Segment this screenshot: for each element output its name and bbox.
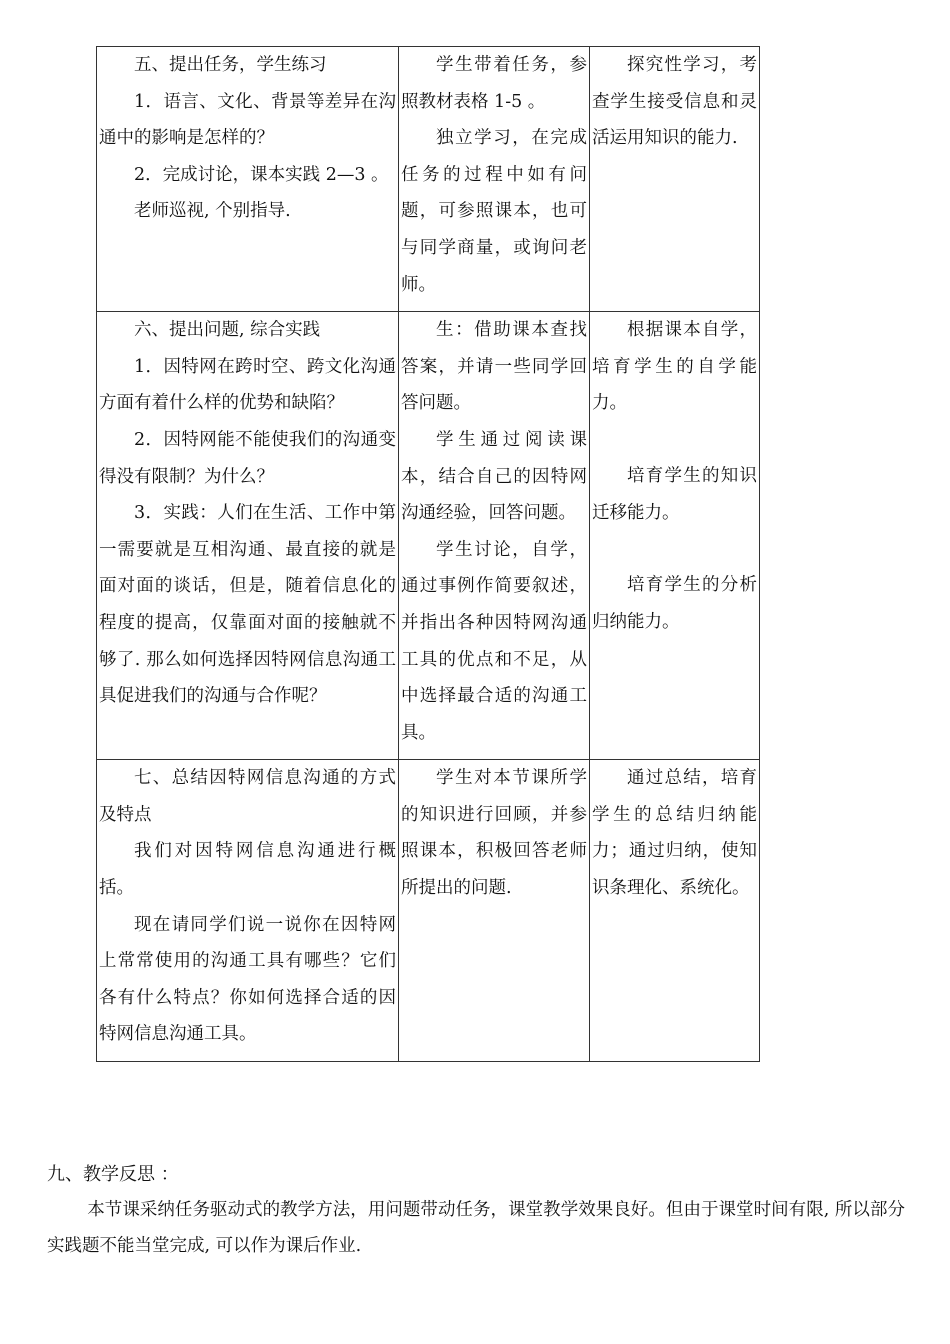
student-activity-cell xyxy=(399,760,590,1062)
task-item: 1．语言、文化、背景等差异在沟通中的影响是怎样的？ xyxy=(99,91,396,149)
design-intent-text: 探究性学习，考查学生接受信息和灵活运用知识的能力. xyxy=(592,55,757,149)
student-activity-cell xyxy=(399,47,590,312)
question-item: 2．因特网能不能使我们的沟通变得没有限制？为什么？ xyxy=(99,429,396,487)
question-item: 1．因特网在跨时空、跨文化沟通方面有着什么样的优势和缺陷？ xyxy=(99,356,396,414)
design-intent-text: 培育学生的分析归纳能力。 xyxy=(592,575,757,632)
student-activity-text: 学生对本节课所学的知识进行回顾，并参照课本，积极回答老师所提出的问题. xyxy=(401,768,587,899)
design-intent-cell xyxy=(590,760,760,1062)
teacher-note: 现在请同学们说一说你在因特网上常常使用的沟通工具有哪些？它们各有什么特点？你如何选择合适的因特网信息沟通工具。 xyxy=(99,914,396,1045)
teacher-activity-cell xyxy=(97,760,399,1062)
teacher-activity-cell xyxy=(97,312,399,760)
section-heading: 六、提出问题, 综合实践 xyxy=(134,320,321,341)
section-heading-reflection: 九、教学反思 ： xyxy=(47,1164,179,1185)
lesson-plan-table xyxy=(96,46,760,1062)
design-intent-text: 根据课本自学，培育学生的自学能力。 xyxy=(592,320,757,414)
table-row xyxy=(97,312,760,760)
table-row xyxy=(97,47,760,312)
reflection-paragraph: 本节课采纳任务驱动式的教学方法，用问题带动任务，课堂教学效果良好。但由于课堂时间有限, 所以部分实践题不能当堂完成, 可以作为课后作业. xyxy=(47,1200,905,1256)
section-heading: 五、提出任务，学生练习 xyxy=(134,55,327,75)
student-activity-cell xyxy=(399,312,590,760)
design-intent-cell xyxy=(590,312,760,760)
student-activity-text: 独立学习，在完成任务的过程中如有问题，可参照课本，也可与同学商量，或询问老师。 xyxy=(401,128,587,295)
table-row xyxy=(97,760,760,1062)
student-activity-text: 生：借助课本查找答案，并请一些同学回答问题。 xyxy=(401,320,587,414)
design-intent-cell xyxy=(590,47,760,312)
teacher-note: 老师巡视, 个别指导. xyxy=(134,201,291,222)
design-intent-text: 培育学生的知识迁移能力。 xyxy=(592,465,757,523)
student-activity-text: 学生通过阅读课本，结合自己的因特网沟通经验，回答问题。 xyxy=(401,429,587,524)
teacher-note: 我们对因特网信息沟通进行概括。 xyxy=(99,841,396,899)
design-intent-text: 通过总结，培育学生的总结归纳能力；通过归纳，使知识条理化、系统化。 xyxy=(592,768,757,899)
task-item: 2．完成讨论，课本实践 2—3 。 xyxy=(134,164,389,185)
question-item: 3．实践：人们在生活、工作中第一需要就是互相沟通、最直接的就是面对面的谈话，但是，随着信息化的程度的提高，仅靠面对面的接触就不够了. 那么如何选择因特网信息沟通工具促进我们的沟通与合作呢？ xyxy=(99,503,396,707)
student-activity-text: 学生带着任务，参照教材表格 1-5 。 xyxy=(401,55,587,112)
student-activity-text: 学生讨论，自学，通过事例作简要叙述，并指出各种因特网沟通工具的优点和不足，从中选择最合适的沟通工具。 xyxy=(401,539,587,743)
section-heading: 七、总结因特网信息沟通的方式及特点 xyxy=(99,768,396,825)
teacher-activity-cell xyxy=(97,47,399,312)
